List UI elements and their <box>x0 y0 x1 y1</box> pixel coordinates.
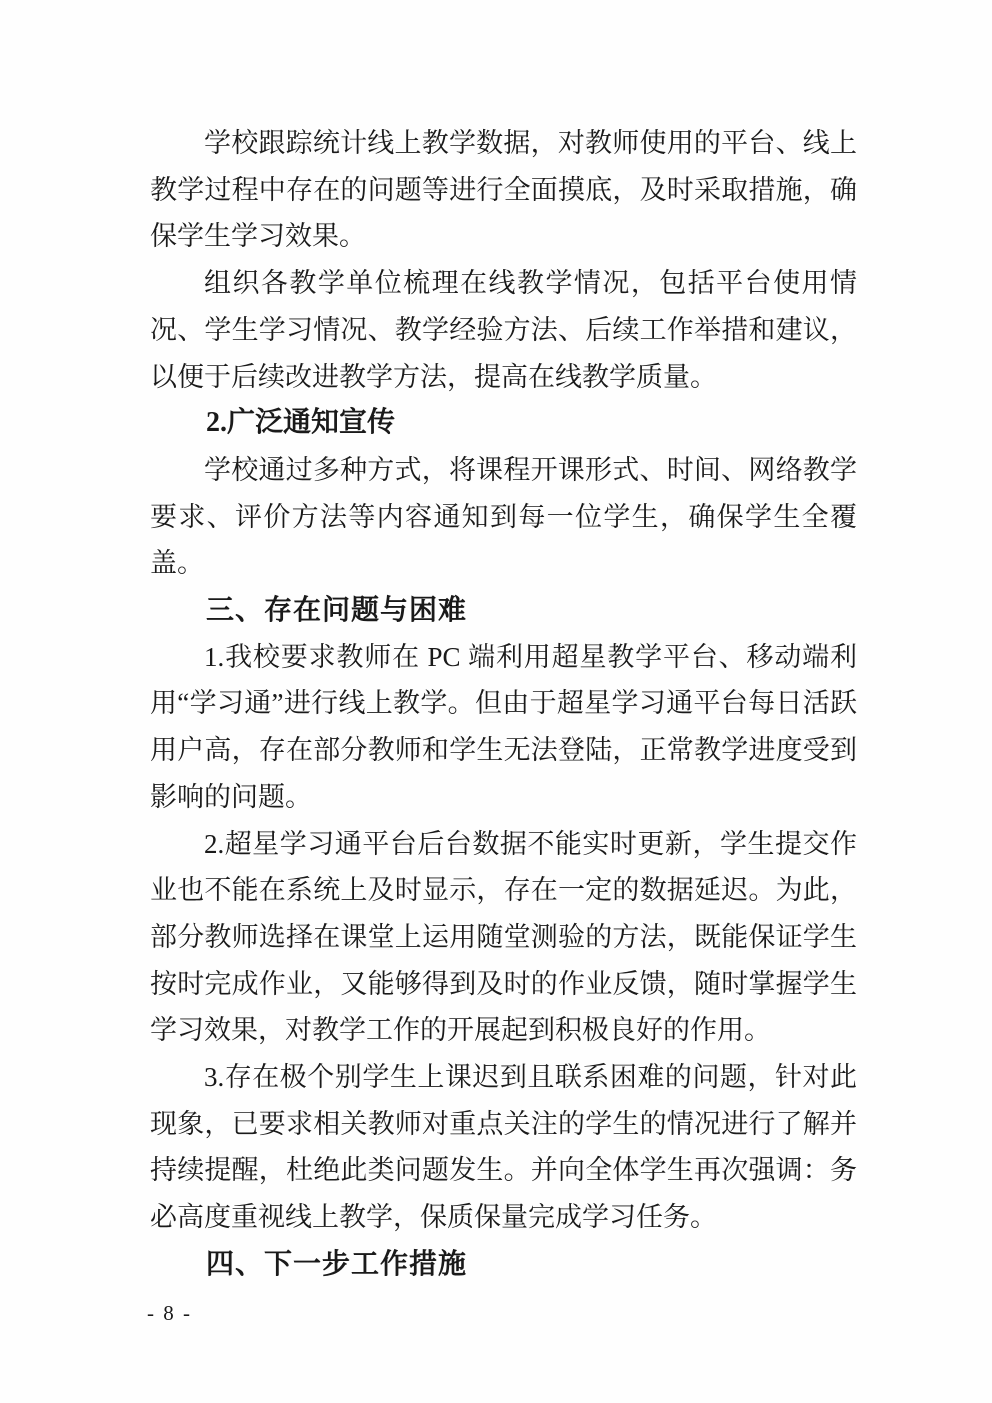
page-number: - 8 - <box>147 1301 192 1325</box>
heading-notice-publicity: 2.广泛通知宣传 <box>206 407 396 439</box>
paragraph-tracking-data: 学校跟踪统计线上教学数据，对教师使用的平台、线上教学过程中存在的问题等进行全面摸底，及时采取措施，确保学生学习效果。 <box>150 128 857 252</box>
paragraph-problem-item-2: 2.超星学习通平台后台数据不能实时更新，学生提交作业也不能在系统上及时显示，存在一定的数据延迟。为此，部分教师选择在课堂上运用随堂测验的方法，既能保证学生按时完成作业，又能够得到及时的作业反馈，随时掌握学生学习效果，对教学工作的开展起到积极良好的作用。 <box>150 828 857 1046</box>
paragraph-problem-item-3: 3.存在极个别学生上课迟到且联系困难的问题，针对此现象，已要求相关教师对重点关注的学生的情况进行了解并持续提醒，杜绝此类问题发生。并向全体学生再次强调：务必高度重视线上教学，保质保量完成学习任务。 <box>150 1062 857 1233</box>
heading-next-steps: 四、下一步工作措施 <box>206 1247 468 1279</box>
document-body <box>150 120 857 1288</box>
paragraph-organize-review: 组织各教学单位梳理在线教学情况，包括平台使用情况、学生学习情况、教学经验方法、后续工作举措和建议，以便于后续改进教学方法，提高在线教学质量。 <box>150 268 857 392</box>
paragraph-notice-methods: 学校通过多种方式，将课程开课形式、时间、网络教学要求、评价方法等内容通知到每一位学生，确保学生全覆盖。 <box>150 454 857 579</box>
heading-problems-difficulties: 三、存在问题与困难 <box>206 594 468 626</box>
paragraph-problem-item-1: 1.我校要求教师在 PC 端利用超星教学平台、移动端利用“学习通”进行线上教学。但由于超星学习通平台每日活跃用户高，存在部分教师和学生无法登陆，正常教学进度受到影响的问题。 <box>150 641 857 812</box>
